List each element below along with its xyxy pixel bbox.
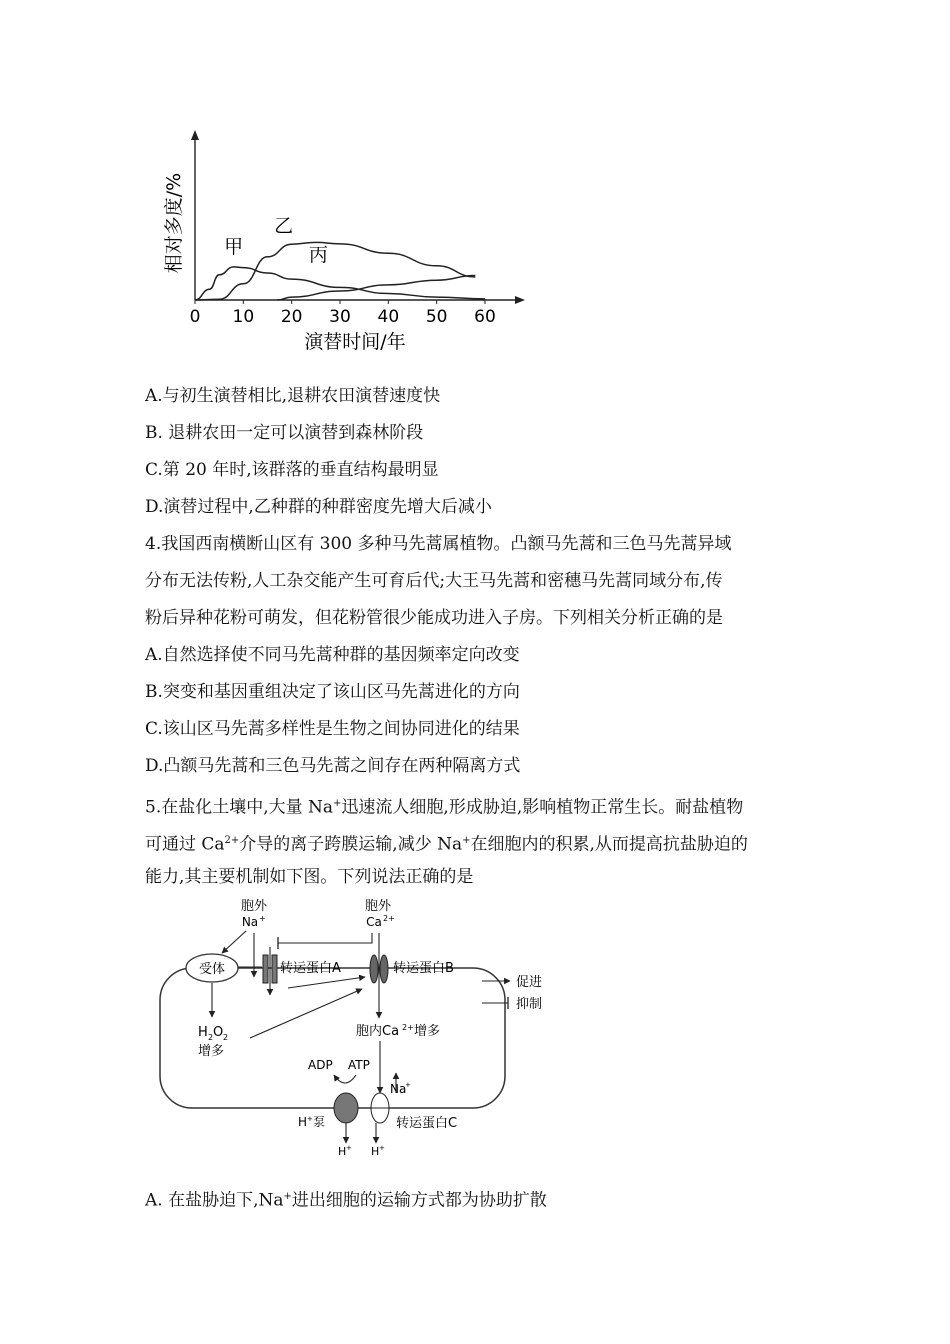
- series-label: 甲: [224, 235, 244, 258]
- h-out-1: H: [338, 1145, 347, 1158]
- svg-text:泵: 泵: [313, 1115, 326, 1129]
- legend-inhibit: 抑制: [516, 997, 543, 1012]
- q5-line-2: 可通过 $Ca^{2+}$介导的离子跨膜运输,减少 Na+在细胞内的积累,从而提高抗盐胁迫的: [145, 834, 748, 855]
- diagram-svg: [150, 893, 570, 1163]
- chart-series: [195, 215, 485, 300]
- na-out-plus: +: [259, 914, 266, 923]
- x-tick-label: 40: [377, 307, 400, 327]
- q4-line-1: 4.我国西南横断山区有 300 多种马先蒿属植物。凸额马先蒿和三色马先蒿异域: [145, 534, 732, 554]
- h-pump-label: H: [298, 1115, 308, 1129]
- x-tick-label: 20: [280, 307, 303, 327]
- q5-line-1: 5.在盐化土壤中,大量 Na+迅速流人细胞,形成胁迫,影响植物正常生长。耐盐植物: [145, 797, 744, 818]
- protein-c-label: 转运蛋白C: [396, 1116, 458, 1131]
- q3-option-b: B. 退耕农田一定可以演替到森林阶段: [145, 423, 424, 443]
- svg-text:2+: 2+: [402, 1023, 414, 1032]
- protein-b-label: 转运蛋白B: [393, 961, 454, 976]
- h2o2-label-h: H: [198, 1025, 208, 1040]
- h-pump-icon: [334, 1093, 358, 1123]
- ion-transport-diagram: [150, 893, 570, 1163]
- svg-text:O: O: [213, 1025, 224, 1040]
- chart-ticks: [190, 300, 496, 327]
- q5-line-3: 能力,其主要机制如下图。下列说法正确的是: [145, 867, 474, 887]
- h2o2-label-2: 增多: [198, 1044, 225, 1059]
- series-label: 丙: [308, 243, 328, 266]
- ca-out-label-1: 胞外: [364, 899, 392, 914]
- q5-option-a: A. 在盐胁迫下,Na+进出细胞的运输方式都为协助扩散: [145, 1190, 547, 1211]
- svg-text:+: +: [307, 1115, 313, 1123]
- ca-in-label: 胞内Ca: [356, 1024, 400, 1039]
- x-tick-label: 10: [232, 307, 255, 327]
- q4-option-d: D.凸额马先蒿和三色马先蒿之间存在两种隔离方式: [145, 756, 521, 776]
- y-axis-arrow-icon: [191, 130, 199, 140]
- q3-option-c: C.第 20 年时,该群落的垂直结构最明显: [145, 460, 439, 480]
- ca-out-sup: 2+: [383, 914, 395, 923]
- na-out-label-2: Na: [241, 915, 259, 929]
- receptor-label: 受体: [198, 962, 226, 977]
- protein-b-icon: [370, 955, 378, 983]
- series-line-0: [195, 267, 485, 300]
- legend-promote: 促进: [516, 975, 543, 990]
- q4-option-a: A.自然选择使不同马先蒿种群的基因频率定向改变: [145, 645, 520, 665]
- q4-option-b: B.突变和基因重组决定了该山区马先蒿进化的方向: [145, 682, 520, 702]
- x-tick-label: 60: [474, 307, 496, 327]
- x-axis-arrow-icon: [515, 296, 525, 304]
- svg-text:+: +: [379, 1144, 385, 1152]
- svg-text:+: +: [346, 1144, 352, 1152]
- na-out-label-1: 胞外: [240, 899, 268, 914]
- series-label: 乙: [274, 215, 294, 238]
- q4-line-3: 粉后异种花粉可萌发，但花粉管很少能成功进入子房。下列相关分析正确的是: [145, 608, 723, 628]
- protein-a-label: 转运蛋白A: [280, 961, 341, 976]
- question-text: [145, 378, 825, 896]
- svg-text:2: 2: [223, 1033, 229, 1042]
- q3-option-a: A.与初生演替相比,退耕农田演替速度快: [145, 386, 441, 406]
- series-line-2: [277, 276, 475, 300]
- q4-line-2: 分布无法传粉,人工杂交能产生可育后代;大王马先蒿和密穗马先蒿同域分布,传: [145, 571, 723, 591]
- chart-axes: [191, 130, 525, 304]
- x-tick-label: 0: [189, 307, 201, 327]
- h-out-2: H: [371, 1145, 380, 1158]
- q3-option-d: D.演替过程中,乙种群的种群密度先增大后减小: [145, 497, 492, 517]
- svg-text:+: +: [405, 1081, 411, 1089]
- succession-chart: [150, 118, 530, 363]
- q4-option-c: C.该山区马先蒿多样性是生物之间协同进化的结果: [145, 719, 520, 739]
- svg-text:2: 2: [208, 1033, 214, 1042]
- x-tick-label: 30: [329, 307, 351, 327]
- x-axis-label: 演替时间/年: [304, 331, 406, 353]
- x-tick-label: 50: [425, 307, 448, 327]
- adp-label: ADP: [308, 1058, 333, 1072]
- atp-label: ATP: [348, 1058, 370, 1072]
- na-c-label: Na: [390, 1082, 407, 1096]
- y-axis-label: 相对多度/%: [163, 172, 185, 274]
- protein-a-icon: [263, 955, 268, 983]
- ca-out-label-2: Ca: [366, 915, 382, 929]
- svg-text:增多: 增多: [414, 1024, 441, 1039]
- chart-svg: [150, 118, 530, 363]
